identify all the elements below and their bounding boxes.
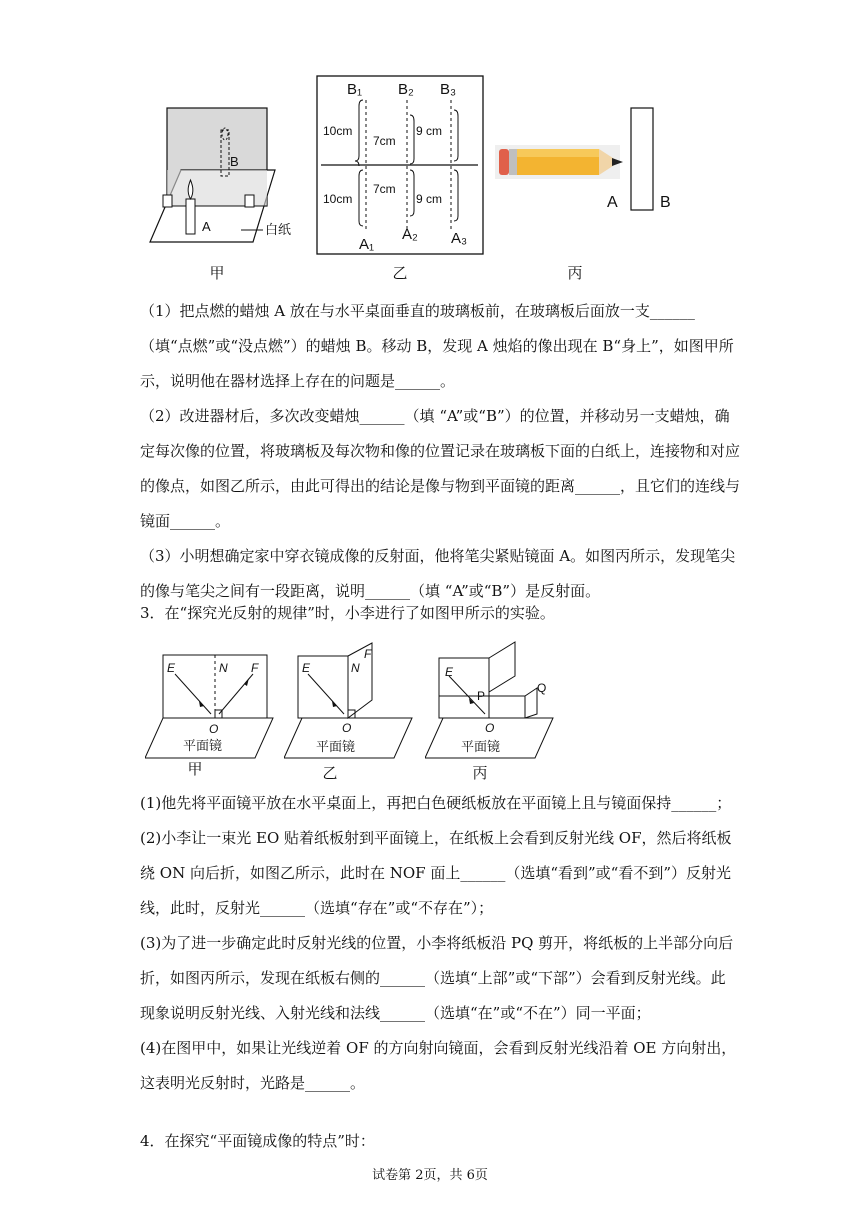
label-b2: B₂ <box>398 81 414 98</box>
q3-sub-4: (4)在图甲中，如果让光线逆着 OF 的方向射向镜面，会看到反射光线沿着 OE 方向射出，这表明光反射时，光路是______。 <box>140 1039 737 1092</box>
figure-bing-pencil-mirror <box>495 105 685 215</box>
caption-jia: 甲 <box>209 264 225 282</box>
figure-q3-bing <box>425 636 575 764</box>
dist-upper-3: 9 cm <box>416 124 443 138</box>
figure-q3-yi <box>284 640 414 765</box>
label-b1: B₁ <box>347 81 363 98</box>
q2-part-1: （1）把点燃的蜡烛 A 放在与水平桌面垂直的玻璃板前，在玻璃板后面放一支______（填“点燃”或“没点燃”）的蜡烛 B。移动 B，发现 A 烛焰的像出现在 B“身上”，如图甲所示，说明他在器材选择上存在的问题是______。 <box>140 302 734 390</box>
caption-yi: 乙 <box>392 264 408 282</box>
question-3-title: 3．在“探究光反射的规律”时，小李进行了如图甲所示的实验。 <box>140 604 555 622</box>
q3-sub-2: (2)小李让一束光 EO 贴着纸板射到平面镜上，在纸板上会看到反射光线 OF，然后将纸板绕 ON 向后折，如图乙所示，此时在 NOF 面上______（选填“看到”或“看不到”）反射光线，此时，反射光______（选填“存在”或“不存在”）； <box>140 829 732 917</box>
question-2-body <box>140 294 740 609</box>
label-o: O <box>209 722 219 736</box>
label-f: F <box>364 647 372 661</box>
label-b3: B₃ <box>440 81 457 98</box>
label-e: E <box>167 661 176 675</box>
label-o: O <box>485 721 495 735</box>
q2-part-3: （3）小明想确定家中穿衣镜成像的反射面，他将笔尖紧贴镜面 A。如图丙所示，发现笔尖的像与笔尖之间有一段距离，说明______（填 “A”或“B”）是反射面。 <box>140 547 736 600</box>
caption-q3-bing: 丙 <box>472 764 488 782</box>
caption-q3-yi: 乙 <box>322 764 338 782</box>
caption-q3-jia: 甲 <box>187 760 203 778</box>
label-q: Q <box>537 681 547 695</box>
label-a2: A₂ <box>402 226 418 243</box>
q3-sub-1: (1)他先将平面镜平放在水平桌面上，再把白色硬纸板放在平面镜上且与镜面保持______； <box>140 794 732 812</box>
label-n: N <box>219 661 228 675</box>
label-a: A <box>202 219 211 234</box>
label-p: P <box>477 689 486 703</box>
figure-yi-distance-record <box>316 75 486 255</box>
label-f: F <box>251 661 259 675</box>
dist-lower-2: 7cm <box>373 182 396 196</box>
question-3-body <box>140 786 740 1101</box>
label-a3: A₃ <box>451 230 468 247</box>
q3-sub-3: (3)为了进一步确定此时反射光线的位置，小李将纸板沿 PQ 剪开，将纸板的上半部分向后折，如图丙所示，发现在纸板右侧的______（选填“上部”或“下部”）会看到反射光线。此现象说明反射光线、入射光线和法线______（选填“在”或“不在”）同一平面； <box>140 934 734 1022</box>
label-b: B <box>230 154 239 169</box>
dist-upper-2: 7cm <box>373 134 396 148</box>
mirror-label: 平面镜 <box>316 739 356 754</box>
mirror-label: 平面镜 <box>461 739 501 754</box>
label-e: E <box>445 665 454 679</box>
label-white-paper: 白纸 <box>265 222 292 237</box>
figure-q3-jia <box>145 650 275 765</box>
question-4-title: 4．在探究“平面镜成像的特点”时： <box>140 1132 375 1150</box>
dist-lower-3: 9 cm <box>416 192 443 206</box>
label-o: O <box>342 721 352 735</box>
dist-upper-1: 10cm <box>323 124 353 138</box>
figure-jia-candle-glass <box>145 100 305 250</box>
caption-bing: 丙 <box>567 264 583 282</box>
q2-part-2: （2）改进器材后，多次改变蜡烛______（填 “A”或“B”）的位置，并移动另一支蜡烛，确定每次像的位置，将玻璃板及每次物和像的位置记录在玻璃板下面的白纸上，连接物和对应的像点，如图乙所示，由此可得出的结论是像与物到平面镜的距离______，且它们的连线与镜面______。 <box>140 407 741 530</box>
label-mirror-a: A <box>607 194 618 211</box>
label-a1: A₁ <box>359 236 375 253</box>
label-n: N <box>351 661 360 675</box>
label-e: E <box>302 661 311 675</box>
label-mirror-b: B <box>660 194 671 211</box>
dist-lower-1: 10cm <box>323 192 353 206</box>
mirror-label: 平面镜 <box>183 738 223 753</box>
page-footer: 试卷第 2页，共 6页 <box>372 1168 488 1183</box>
